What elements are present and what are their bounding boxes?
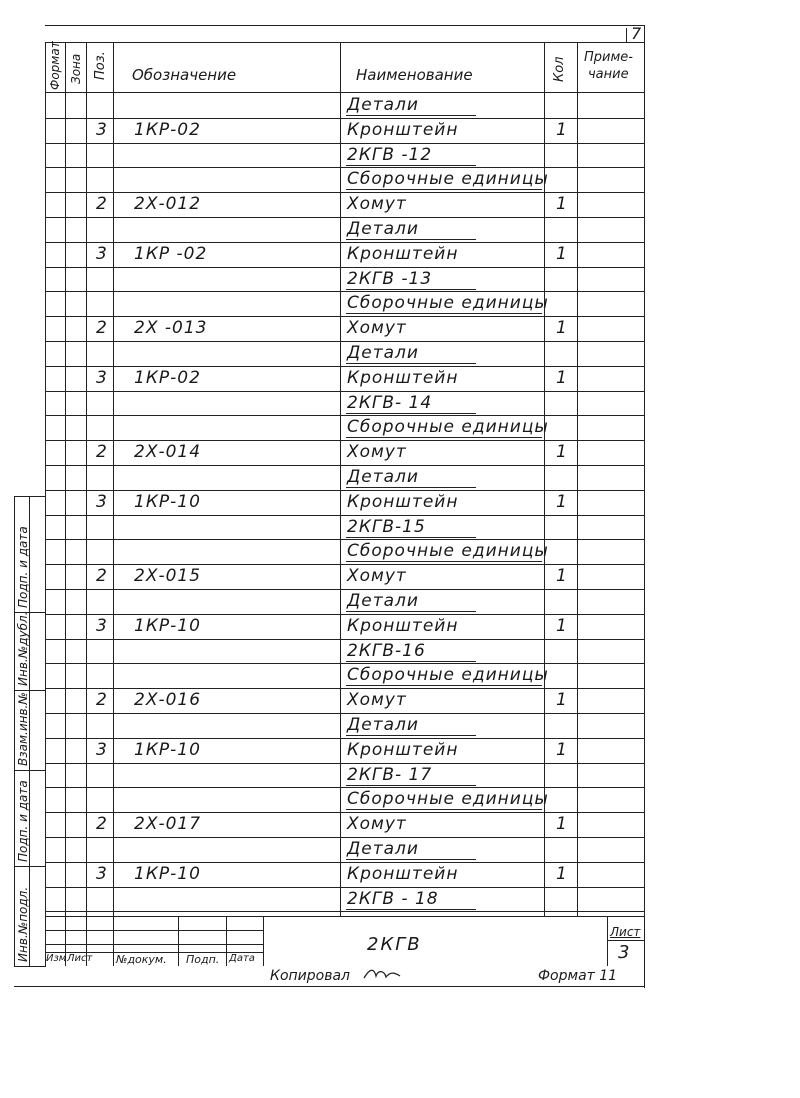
row-name: Сборочные единицы (347, 541, 549, 561)
row-designation: 2Х-017 (134, 814, 202, 834)
row-qty: 1 (556, 368, 568, 388)
row-name: Сборочные единицы (347, 293, 549, 313)
row-name: Кронштейн (347, 864, 459, 884)
row-divider (45, 539, 645, 540)
row-divider (45, 366, 645, 367)
row-designation: 2Х-012 (134, 194, 202, 214)
row-divider (45, 564, 645, 565)
row-pos: 3 (96, 244, 108, 264)
row-name: Детали (347, 467, 419, 487)
row-qty: 1 (556, 318, 568, 338)
title-block-c5 (226, 916, 227, 966)
row-divider (45, 614, 645, 615)
row-name: Кронштейн (347, 616, 459, 636)
row-name: Детали (347, 715, 419, 735)
row-pos: 3 (96, 368, 108, 388)
row-divider (45, 242, 645, 243)
row-designation: 1КР -02 (134, 244, 208, 264)
document-code: 2КГВ (367, 934, 422, 955)
row-name-underline (346, 289, 476, 290)
copied-signature-mark (362, 966, 402, 982)
side-podp-data-1: Подп. и дата (16, 526, 30, 608)
col-line-pos (113, 42, 114, 916)
header-name: Наименование (356, 66, 473, 84)
row-divider (45, 217, 645, 218)
row-pos: 3 (96, 740, 108, 760)
row-divider (45, 639, 645, 640)
row-name-underline (346, 809, 542, 810)
row-name: 2КГВ- 14 (347, 393, 433, 413)
title-block-top (45, 916, 645, 917)
row-designation: 1КР-10 (134, 616, 201, 636)
row-divider (45, 192, 645, 193)
header-note-2: чание (588, 67, 629, 82)
row-name-underline (346, 363, 476, 364)
header-note-1: Приме- (584, 50, 633, 65)
row-qty: 1 (556, 740, 568, 760)
row-name-underline (346, 561, 542, 562)
row-divider (45, 341, 645, 342)
corner-page-number: 7 (631, 24, 642, 43)
row-name: Детали (347, 591, 419, 611)
row-divider (45, 713, 645, 714)
row-divider (45, 316, 645, 317)
row-name: Кронштейн (347, 368, 459, 388)
side-stamp-div3 (14, 770, 46, 771)
row-name-underline (346, 165, 476, 166)
row-name-underline (346, 785, 476, 786)
side-inv-podl: Инв.№подл. (16, 886, 30, 962)
row-pos: 3 (96, 120, 108, 140)
row-qty: 1 (556, 442, 568, 462)
row-name: Детали (347, 839, 419, 859)
row-designation: 2Х-014 (134, 442, 202, 462)
row-name: 2КГВ-16 (347, 641, 426, 661)
header-designation: Обозначение (132, 66, 237, 84)
row-name: Кронштейн (347, 244, 459, 264)
row-name-underline (346, 859, 476, 860)
row-name: Кронштейн (347, 120, 459, 140)
row-name: 2КГВ-15 (347, 517, 426, 537)
footer-format: Формат 11 (538, 968, 618, 984)
row-name-underline (346, 313, 542, 314)
col-ndokum: №докум. (116, 953, 167, 966)
row-divider (45, 440, 645, 441)
row-qty: 1 (556, 616, 568, 636)
title-block-c4 (178, 916, 179, 966)
row-name-underline (346, 611, 476, 612)
row-designation: 1КР-10 (134, 492, 201, 512)
row-divider (45, 862, 645, 863)
row-pos: 2 (96, 194, 108, 214)
row-name: Детали (347, 95, 419, 115)
row-name: Детали (347, 343, 419, 363)
frame-left-line (45, 42, 46, 966)
col-line-zone (86, 42, 87, 916)
row-pos: 3 (96, 864, 108, 884)
sheet-number: 3 (618, 942, 630, 963)
side-stamp-div2 (14, 690, 46, 691)
row-name: 2КГВ- 17 (347, 765, 433, 785)
row-name: Хомут (347, 442, 407, 462)
title-block-sheet-mid (607, 940, 645, 941)
row-divider (45, 738, 645, 739)
row-name: 2КГВ -13 (347, 269, 433, 289)
frame-top-line (45, 25, 645, 26)
row-pos: 3 (96, 616, 108, 636)
title-block-c3 (113, 916, 114, 966)
row-designation: 1КР-10 (134, 864, 201, 884)
row-designation: 1КР-10 (134, 740, 201, 760)
footer-copied: Копировал (270, 968, 350, 984)
row-qty: 1 (556, 864, 568, 884)
row-name-underline (346, 537, 476, 538)
row-divider (45, 490, 645, 491)
row-pos: 2 (96, 814, 108, 834)
row-divider (45, 911, 645, 912)
header-bottom-line (45, 92, 645, 93)
row-divider (45, 267, 645, 268)
header-format: Формат (48, 41, 62, 90)
row-pos: 2 (96, 442, 108, 462)
row-name: Сборочные единицы (347, 417, 549, 437)
header-top-line (45, 42, 645, 43)
row-qty: 1 (556, 244, 568, 264)
row-divider (45, 118, 645, 119)
row-name-underline (346, 909, 476, 910)
row-name-underline (346, 685, 542, 686)
row-name: Кронштейн (347, 492, 459, 512)
row-divider (45, 837, 645, 838)
row-designation: 1КР-02 (134, 120, 201, 140)
header-pos: Поз. (93, 51, 108, 80)
row-qty: 1 (556, 120, 568, 140)
title-block-row2 (45, 944, 263, 945)
row-name: Сборочные единицы (347, 169, 549, 189)
row-name: 2КГВ -12 (347, 145, 433, 165)
row-divider (45, 688, 645, 689)
row-name: Кронштейн (347, 740, 459, 760)
row-pos: 3 (96, 492, 108, 512)
side-stamp-bottom (14, 966, 46, 967)
row-name: Детали (347, 219, 419, 239)
row-divider (45, 291, 645, 292)
row-divider (45, 515, 645, 516)
side-stamp-div4 (14, 866, 46, 867)
side-stamp-top (14, 496, 46, 497)
row-name: Хомут (347, 814, 407, 834)
row-divider (45, 143, 645, 144)
frame-right-line (644, 25, 645, 988)
row-designation: 2Х -013 (134, 318, 208, 338)
row-qty: 1 (556, 814, 568, 834)
row-name-underline (346, 487, 476, 488)
row-divider (45, 589, 645, 590)
row-designation: 2Х-015 (134, 566, 202, 586)
row-qty: 1 (556, 492, 568, 512)
row-name: Хомут (347, 194, 407, 214)
row-qty: 1 (556, 194, 568, 214)
row-divider (45, 465, 645, 466)
row-name: Хомут (347, 318, 407, 338)
footer-signature (362, 966, 402, 986)
row-name-underline (346, 437, 542, 438)
col-line-qty (577, 42, 578, 916)
row-name-underline (346, 413, 476, 414)
side-inv-dubl: Инв.№дубл. (16, 611, 30, 686)
side-podp-data-2: Подп. и дата (16, 780, 30, 862)
row-qty: 1 (556, 690, 568, 710)
row-pos: 2 (96, 690, 108, 710)
row-divider (45, 787, 645, 788)
col-line-format (65, 42, 66, 916)
row-name: Хомут (347, 566, 407, 586)
row-designation: 2Х-016 (134, 690, 202, 710)
col-list: Лист (67, 953, 93, 964)
row-name: 2КГВ - 18 (347, 889, 439, 909)
row-divider (45, 763, 645, 764)
row-divider (45, 663, 645, 664)
row-designation: 1КР-02 (134, 368, 201, 388)
header-qty: Кол (552, 56, 567, 82)
row-divider (45, 887, 645, 888)
row-divider (45, 167, 645, 168)
row-name-underline (346, 661, 476, 662)
header-zone: Зона (69, 53, 83, 84)
side-vzam-inv: Взам.инв.№ (16, 692, 30, 766)
row-name: Хомут (347, 690, 407, 710)
row-divider (45, 415, 645, 416)
col-data: Дата (229, 953, 255, 964)
frame-bottom-line (14, 986, 645, 987)
row-name-underline (346, 115, 476, 116)
corner-box-left (626, 28, 627, 42)
row-pos: 2 (96, 318, 108, 338)
title-block-c6 (263, 916, 264, 966)
col-podp: Подп. (186, 953, 220, 966)
row-name: Сборочные единицы (347, 665, 549, 685)
title-block-sheet-left (607, 916, 608, 966)
row-name-underline (346, 189, 542, 190)
row-divider (45, 391, 645, 392)
row-divider (45, 812, 645, 813)
row-pos: 2 (96, 566, 108, 586)
row-name-underline (346, 239, 476, 240)
sheet-label: Лист (610, 925, 641, 939)
row-qty: 1 (556, 566, 568, 586)
row-name: Сборочные единицы (347, 789, 549, 809)
row-name-underline (346, 735, 476, 736)
col-izm: Изм (46, 953, 67, 964)
side-stamp-left (14, 496, 15, 966)
title-block-row1 (45, 930, 263, 931)
col-line-designation (340, 42, 341, 916)
